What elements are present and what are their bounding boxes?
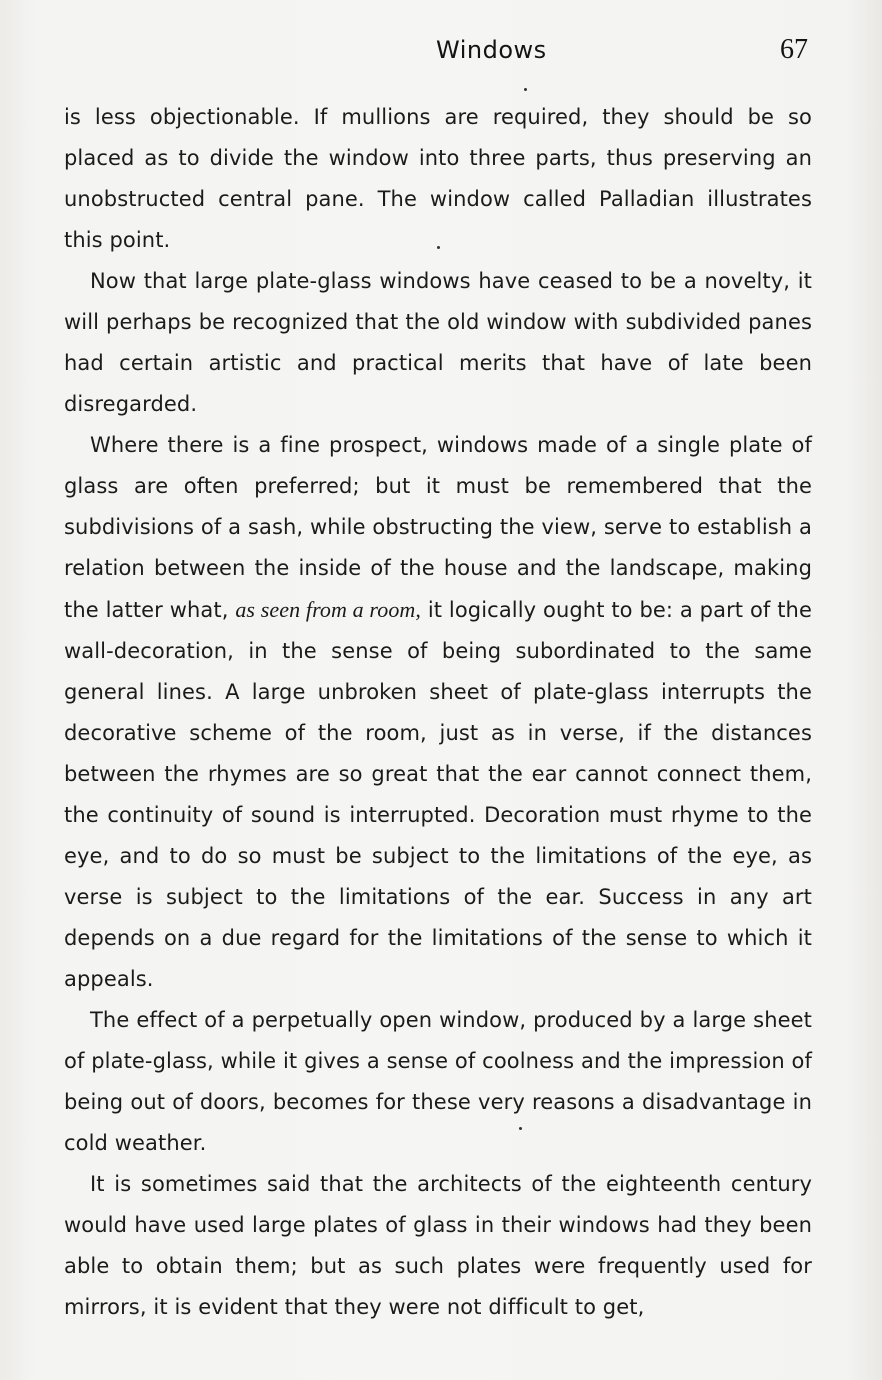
paper-speck: [437, 246, 440, 249]
running-head: Windows: [436, 36, 547, 64]
paragraph-4: The effect of a perpetually open window, produced by a large sheet of plate-glass, while it gives a sense of coolness and the impression of being out of doors, becomes for these very reasons a disadvantage in cold weather.: [64, 1008, 812, 1155]
paragraph-3-text-end: it logically ought to be: a part of the wall-decoration, in the sense of being subordinated to the same general lines. A large unbroken sheet of plate-glass interrupts the decorative scheme of the room, just as in verse, if the distances between the rhymes are so great that the ear cannot connect them, the continuity of sound is interrupted. Decoration must rhyme to the eye, and to do so must be subject to the limitations of the eye, as verse is subject to the limitations of the ear. Success in any art depends on a due regard for the limitations of the sense to which it appeals.: [64, 598, 812, 991]
body-text: [64, 97, 812, 1328]
paragraph-1: is less objectionable. If mullions are required, they should be so placed as to divide the window into three parts, thus preserving an unobstructed central pane. The window called Palladian illustrates this point.: [64, 105, 812, 252]
paragraph-2: Now that large plate-glass windows have ceased to be a novelty, it will perhaps be recognized that the old window with subdivided panes had certain artistic and practical merits that have of late been disregarded.: [64, 269, 812, 416]
paper-speck: [519, 1127, 522, 1130]
emphasized-phrase: as seen from a room,: [235, 597, 422, 622]
paragraph-5: It is sometimes said that the architects of the eighteenth century would have used large plates of glass in their windows had they been able to obtain them; but as such plates were frequently used for mirrors, it is evident that they were not difficult to get,: [64, 1172, 812, 1319]
page-header: [64, 36, 812, 76]
paragraph-3-text-start: Where there is a fine prospect, windows made of a single plate of glass are often preferred; but it must be remembered that the subdivisions of a sash, while obstructing the view, serve to establish a relation between the inside of the house and the landscape, making the latter what,: [64, 433, 812, 622]
paragraph-3: [64, 425, 812, 1000]
page-number: 67: [780, 34, 808, 65]
paper-speck: [524, 88, 527, 91]
